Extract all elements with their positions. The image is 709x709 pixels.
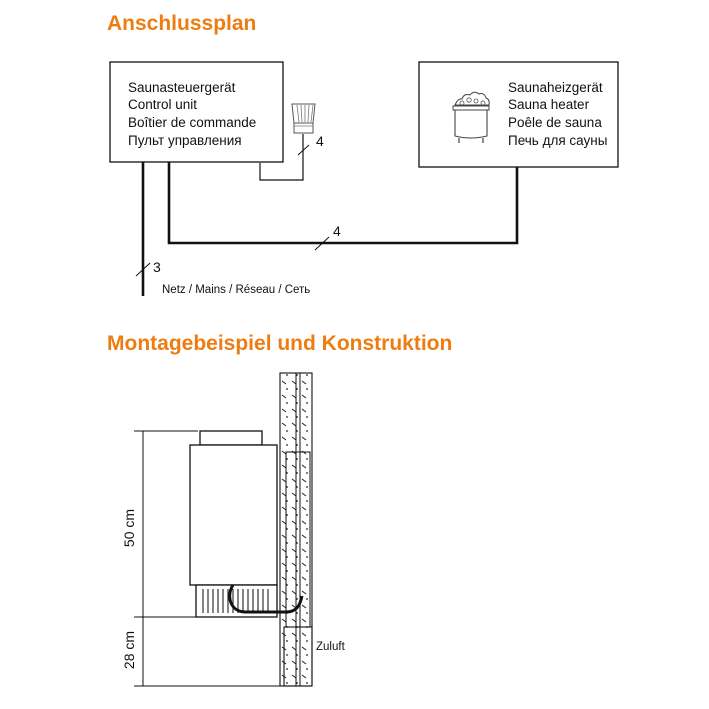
sauna-heater-box xyxy=(419,62,618,167)
mains-label: Netz / Mains / Réseau / Сеть xyxy=(162,284,311,296)
control-unit-box xyxy=(110,62,283,162)
wiring-diagram-title: Anschlussplan xyxy=(107,12,257,35)
mains-cable-count: 3 xyxy=(153,259,161,275)
mounting-diagram-title: Montagebeispiel und Konstruktion xyxy=(107,332,453,355)
heater-cable xyxy=(169,162,517,250)
sauna-heater-icon xyxy=(453,92,489,143)
sauna-heater-label-fr: Poêle de sauna xyxy=(508,115,602,130)
mains-cable xyxy=(136,162,310,296)
sauna-heater-label-ru: Печь для сауны xyxy=(508,133,608,148)
control-unit-label-ru: Пульт управления xyxy=(128,133,242,148)
dimension-heater-height: 50 cm xyxy=(121,508,137,548)
sauna-wall xyxy=(280,373,312,686)
sensor-cable-count: 4 xyxy=(316,133,324,149)
sauna-heater-label-de: Saunaheizgerät xyxy=(508,80,603,95)
control-unit-label-de: Saunasteuergerät xyxy=(128,80,236,95)
air-inlet-label: Zuluft xyxy=(316,641,345,653)
heater-cable-count: 4 xyxy=(333,223,341,239)
control-unit-label-fr: Boîtier de commande xyxy=(128,115,257,130)
sauna-heater-label-en: Sauna heater xyxy=(508,97,590,112)
temperature-sensor-icon xyxy=(292,104,315,133)
dimension-floor-clearance: 28 cm xyxy=(121,630,137,670)
control-unit-label-en: Control unit xyxy=(128,97,198,112)
